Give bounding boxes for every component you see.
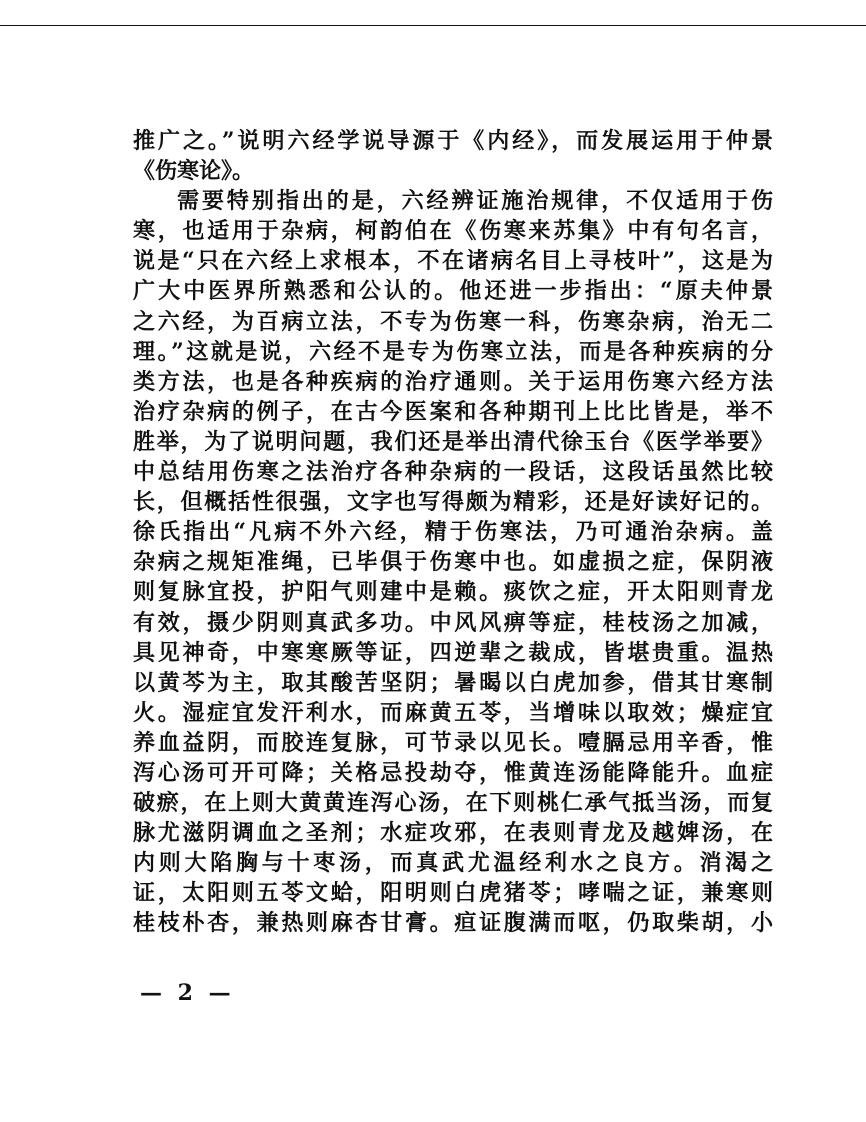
text-line: 脉尤滋阴调血之圣剂；水症攻邪，在表则青龙及越婢汤，在 — [133, 820, 773, 847]
text-line: 泻心汤可开可降；关格忌投劫夺，惟黄连汤能降能升。血症 — [133, 759, 773, 786]
text-line: 徐氏指出“凡病不外六经，精于伤寒法，乃可通治杂病。盖 — [133, 519, 773, 546]
text-line: 理。”这就是说，六经不是专为伤寒立法，而是各种疾病的分 — [133, 338, 773, 365]
text-line: 以黄芩为主，取其酸苦坚阴；暑暍以白虎加参，借其甘寒制 — [133, 669, 773, 696]
text-line: 类方法，也是各种疾病的治疗通则。关于运用伤寒六经方法 — [133, 368, 773, 395]
text-line: 说是“只在六经上求根本，不在诸病名目上寻枝叶”，这是为 — [133, 248, 773, 275]
text-line: 杂病之规矩准绳，已毕俱于伤寒中也。如虚损之症，保阴液 — [133, 549, 773, 576]
top-rule — [0, 25, 866, 26]
text-line: 具见神奇，中寒寒厥等证，四逆辈之裁成，皆堪贵重。温热 — [133, 639, 773, 666]
text-line: 破瘀，在上则大黄黄连泻心汤，在下则桃仁承气抵当汤，而复 — [133, 790, 773, 817]
body-text — [133, 126, 773, 939]
text-line: 需要特别指出的是，六经辨证施治规律，不仅适用于伤 — [177, 188, 773, 215]
text-line: 广大中医界所熟悉和公认的。他还进一步指出：“原夫仲景 — [133, 278, 773, 305]
text-line: 《伤寒论》。 — [133, 158, 255, 185]
text-line: 证，太阳则五苓文蛤，阳明则白虎猪苓；哮喘之证，兼寒则 — [133, 880, 773, 907]
text-line: 之六经，为百病立法，不专为伤寒一科，伤寒杂病，治无二 — [133, 308, 773, 335]
page-number: — 2 — — [140, 980, 235, 1006]
text-line: 有效，摄少阴则真武多功。中风风痹等症，桂枝汤之加减， — [133, 609, 773, 636]
text-line: 则复脉宜投，护阳气则建中是赖。痰饮之症，开太阳则青龙 — [133, 579, 773, 606]
text-line: 胜举，为了说明问题，我们还是举出清代徐玉台《医学举要》 — [133, 428, 773, 455]
text-line: 推广之。”说明六经学说导源于《内经》，而发展运用于仲景 — [133, 128, 773, 154]
text-line: 火。湿症宜发汗利水，而麻黄五苓，当增味以取效；燥症宜 — [133, 699, 773, 726]
text-line: 养血益阴，而胶连复脉，可节录以见长。噎膈忌用辛香，惟 — [133, 729, 773, 756]
text-line: 中总结用伤寒之法治疗各种杂病的一段话，这段话虽然比较 — [133, 459, 773, 486]
text-line: 桂枝朴杏，兼热则麻杏甘膏。疸证腹满而呕，仍取柴胡，小 — [133, 910, 773, 937]
text-line: 长，但概括性很强，文字也写得颇为精彩，还是好读好记的。 — [133, 489, 773, 516]
text-line: 寒，也适用于杂病，柯韵伯在《伤寒来苏集》中有句名言， — [133, 218, 773, 245]
text-line: 内则大陷胸与十枣汤，而真武尤温经利水之良方。消渴之 — [133, 850, 773, 877]
text-line: 治疗杂病的例子，在古今医案和各种期刊上比比皆是，举不 — [133, 398, 773, 425]
